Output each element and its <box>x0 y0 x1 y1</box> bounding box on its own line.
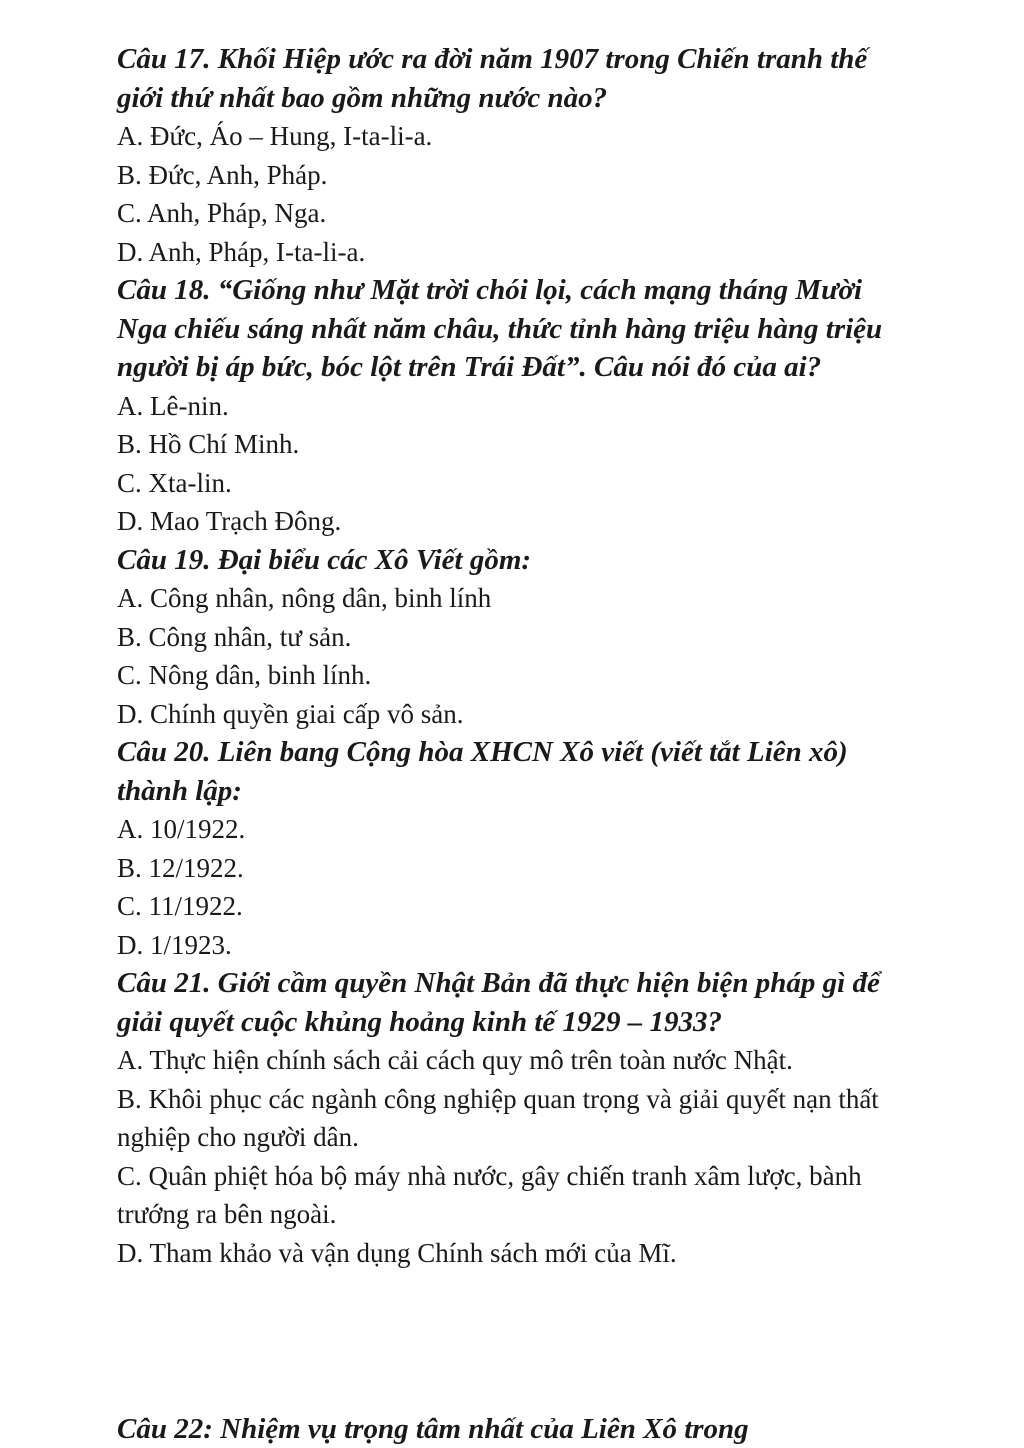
option-b: B. Đức, Anh, Pháp. <box>117 159 328 190</box>
question-text: Câu 21. Giới cầm quyền Nhật Bản đã thực hiện biện pháp gì để giải quyết cuộc khủng hoảng kinh tế 1929 – 1933? <box>117 967 880 1038</box>
option-d: D. Mao Trạch Đông. <box>117 506 342 536</box>
document-body <box>117 40 907 1272</box>
option-b: B. 12/1922. <box>117 852 244 883</box>
option-c: C. Xta-lin. <box>117 467 232 498</box>
question-17 <box>117 40 907 271</box>
option-a: A. Thực hiện chính sách cải cách quy mô trên toàn nước Nhật. <box>117 1045 793 1075</box>
option-c: C. Quân phiệt hóa bộ máy nhà nước, gây chiến tranh xâm lược, bành trướng ra bên ngoài. <box>117 1160 862 1229</box>
question-19 <box>117 541 907 734</box>
cutoff-question-line: Câu 22: Nhiệm vụ trọng tâm nhất của Liên Xô trong <box>117 1413 749 1445</box>
option-c: C. 11/1922. <box>117 891 243 921</box>
option-b: B. Hồ Chí Minh. <box>117 429 300 459</box>
question-20 <box>117 733 907 964</box>
question-21 <box>117 964 907 1272</box>
option-d: D. 1/1923. <box>117 929 232 960</box>
option-b: B. Khôi phục các ngành công nghiệp quan trọng và giải quyết nạn thất nghiệp cho người dân. <box>117 1083 879 1152</box>
option-c: C. Anh, Pháp, Nga. <box>117 198 327 228</box>
question-text: Câu 19. Đại biểu các Xô Viết gồm: <box>117 543 532 576</box>
option-b: B. Công nhân, tư sản. <box>117 621 352 652</box>
question-text: Câu 20. Liên bang Cộng hòa XHCN Xô viết (viết tắt Liên xô) thành lập: <box>117 736 848 807</box>
option-d: D. Tham khảo và vận dụng Chính sách mới của Mĩ. <box>117 1237 677 1268</box>
option-a: A. Lê-nin. <box>117 390 229 421</box>
question-18 <box>117 271 907 541</box>
option-a: A. Đức, Áo – Hung, I-ta-li-a. <box>117 121 433 151</box>
option-d: D. Anh, Pháp, I-ta-li-a. <box>117 236 366 267</box>
option-a: A. 10/1922. <box>117 814 246 844</box>
option-d: D. Chính quyền giai cấp vô sản. <box>117 698 464 729</box>
question-text: Câu 18. “Giống như Mặt trời chói lọi, cách mạng tháng Mười Nga chiếu sáng nhất năm châu, thức tỉnh hàng triệu hàng triệu người bị áp bức, bóc lột trên Trái Đất”. Câu nói đó của ai? <box>117 274 883 383</box>
question-text: Câu 17. Khối Hiệp ước ra đời năm 1907 trong Chiến tranh thế giới thứ nhất bao gồm những nước nào? <box>117 43 868 114</box>
option-c: C. Nông dân, binh lính. <box>117 660 372 690</box>
option-a: A. Công nhân, nông dân, binh lính <box>117 583 492 613</box>
